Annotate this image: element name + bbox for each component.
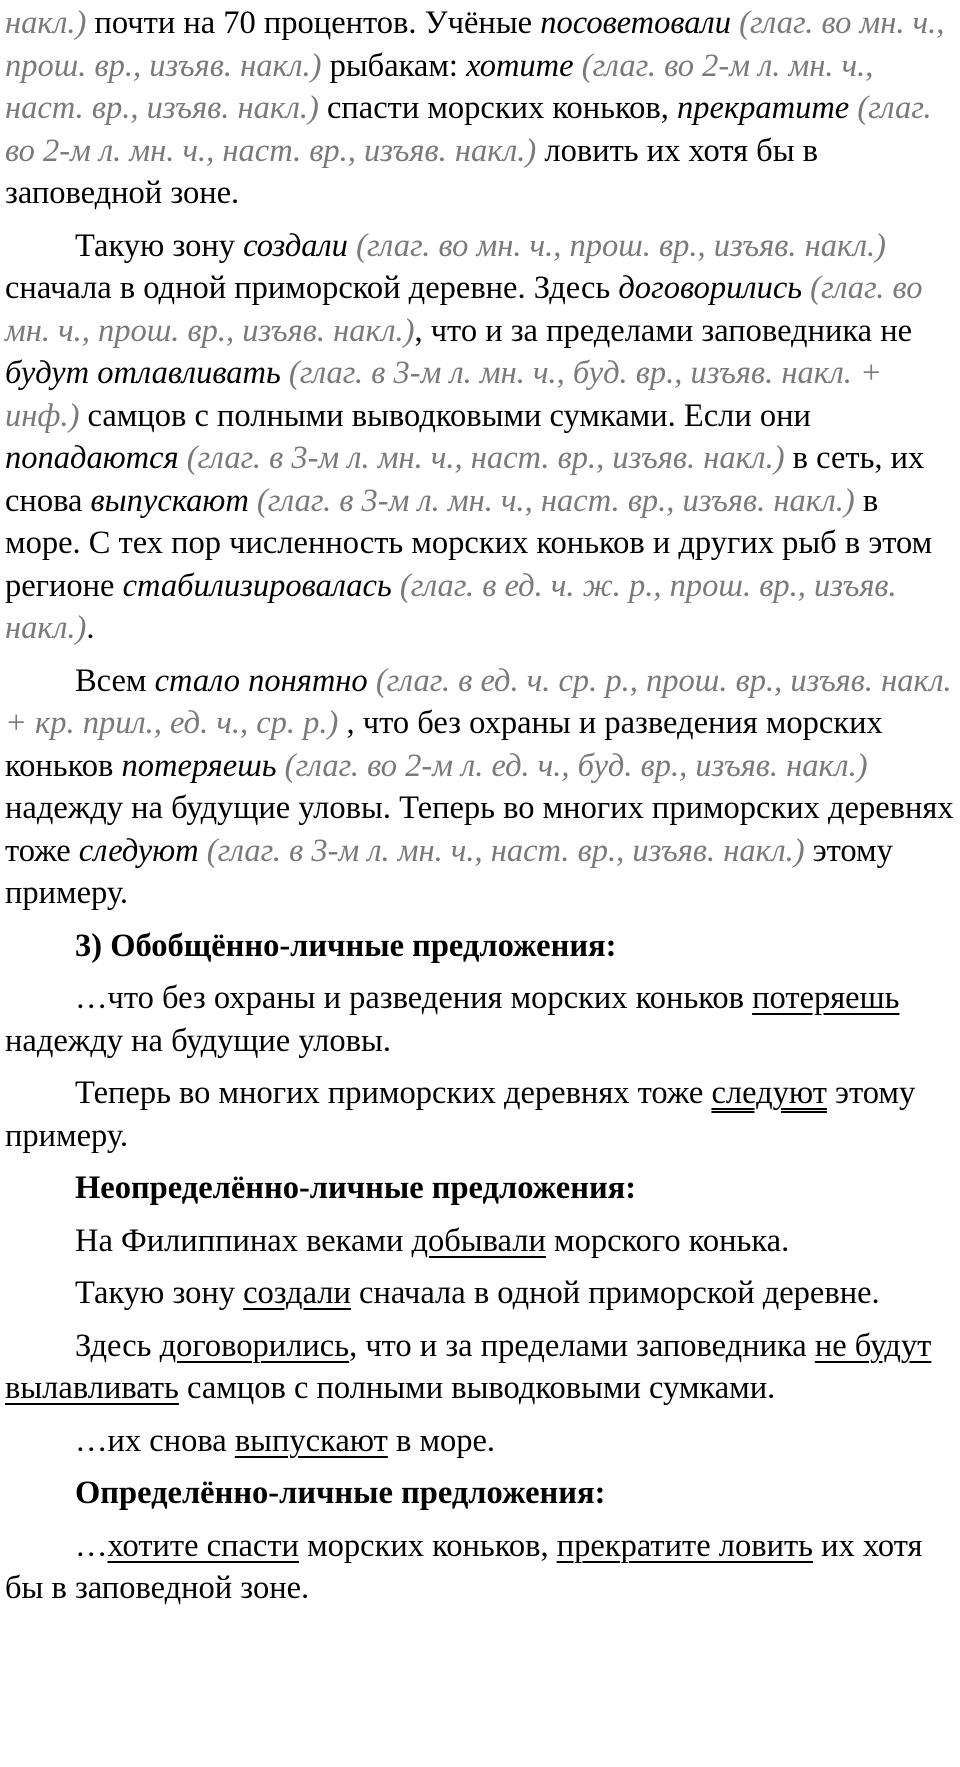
verb: стабилизировалась [122,567,392,604]
grammar-note: (глаг. во мн. ч., прош. вр., изъяв. накл.) [5,5,945,84]
underlined-predicate: добывали [411,1222,546,1259]
text: На Филиппинах веками [75,1222,412,1259]
document-page [0,2,955,1610]
text: , что и за пределами заповедника [349,1327,815,1364]
underlined-predicate: выпускают [234,1422,388,1459]
grammar-note: (глаг. во мн. ч., прош. вр., изъяв. накл.) [347,227,886,264]
verb: прекратите [676,90,850,126]
verb: попадаются [5,440,179,476]
text: Теперь во многих приморских деревнях тоже [75,1075,712,1111]
underlined-predicate: хотите спасти [107,1527,299,1564]
underlined-predicate: не будут вылавливать [5,1327,932,1406]
example-sentence [5,1325,955,1410]
verb: стало понятно [154,662,368,699]
underlined-predicate: договорились [159,1327,350,1364]
verb: посоветовали [540,5,731,41]
text: рыбакам: [321,47,467,84]
underlined-predicate: прекратите ловить [556,1527,813,1564]
example-sentence [5,1420,955,1463]
verb: договорились [618,270,803,306]
text: Такую зону [75,227,244,264]
grammar-note: (глаг. во 2-м л. мн. ч., наст. вр., изъяв. накл.) [5,47,874,126]
text: в море. С тех пор численность морских коньков и других рыб в этом регионе [5,482,933,604]
text: морского конька. [545,1222,790,1259]
example-sentence [5,1220,955,1263]
text: , что и за пределами заповедника не [414,312,913,349]
underlined-predicate: создали [243,1275,351,1311]
text: …их снова [75,1422,235,1459]
text: …что без охраны и разведения морских коньков [75,980,753,1016]
text: этому примеру. [5,832,893,911]
text: самцов с полными выводковыми сумками. [178,1370,776,1406]
text: надежду на будущие уловы. Теперь во многих приморских деревнях тоже [5,790,954,869]
verb: потеряешь [121,747,277,784]
text: в море. [387,1422,496,1459]
heading-indefinite-personal: Неопределённо-личные предложения: [75,1170,637,1206]
grammar-note: (глаг. в ед. ч. ж. р., прош. вр., изъяв. накл.) [5,567,897,646]
verb: выпускают [90,482,249,519]
grammar-note: (глаг. во 2-м л. мн. ч., наст. вр., изъяв. накл.) [5,90,932,169]
example-sentence [5,1072,955,1157]
verb: следуют [78,832,199,869]
paragraph-conclusion [5,660,955,915]
example-sentence [5,1272,955,1315]
verb: хотите [466,47,574,84]
grammar-note: (глаг. в 3-м л. мн. ч., наст. вр., изъяв. накл.) [198,832,805,869]
text: сначала в одной приморской деревне. Здесь [5,270,619,306]
grammar-note: (глаг. во мн. ч., прош. вр., изъяв. накл.) [5,270,923,349]
text: спасти морских коньков, [318,90,677,126]
grammar-note: (глаг. во 2-м л. ед. ч., буд. вр., изъяв. накл.) [276,747,868,784]
text: почти на 70 процентов. Учёные [86,5,541,41]
text: . [86,610,95,646]
example-sentence [5,1525,955,1610]
text: Такую зону [75,1275,244,1311]
example-sentence [5,977,955,1062]
heading-generalized-personal: 3) Обобщённо-личные предложения: [75,927,617,964]
grammar-note: (глаг. в 3-м л. мн. ч., наст. вр., изъяв. накл.) [248,482,855,519]
verb: создали [243,227,348,264]
text: Всем [75,662,155,699]
underlined-predicate: потеряешь [752,980,900,1016]
paragraph-zone [5,225,955,650]
text: … [75,1527,108,1564]
grammar-note: (глаг. в 3-м л. мн. ч., наст. вр., изъяв. накл.) [178,440,785,476]
text: сначала в одной приморской деревне. [350,1275,880,1311]
grammar-note: (глаг. в ед. ч. ср. р., прош. вр., изъяв. накл. + кр. прил., ед. ч., ср. р.) [5,662,952,741]
text: надежду на будущие уловы. [5,1022,391,1059]
verb: будут отлавливать [5,355,281,391]
paragraph-intro [5,2,955,215]
text: самцов с полными выводковыми сумками. Если они [79,397,811,434]
text: Здесь [75,1327,160,1364]
grammar-note: накл.) [5,5,87,41]
text: , что без охраны и разведения морских коньков [5,705,883,784]
text: этому примеру. [5,1075,916,1154]
text: морских коньков, [298,1527,557,1564]
heading-definite-personal: Определённо-личные предложения: [75,1475,606,1511]
underlined-predicate: следуют [711,1075,827,1111]
text: в сеть, их снова [5,440,925,519]
grammar-note: (глаг. в 3-м л. мн. ч., буд. вр., изъяв. накл. + инф.) [5,355,882,434]
text: ловить их хотя бы в заповедной зоне. [5,132,819,211]
text: их хотя бы в заповедной зоне. [5,1527,923,1606]
